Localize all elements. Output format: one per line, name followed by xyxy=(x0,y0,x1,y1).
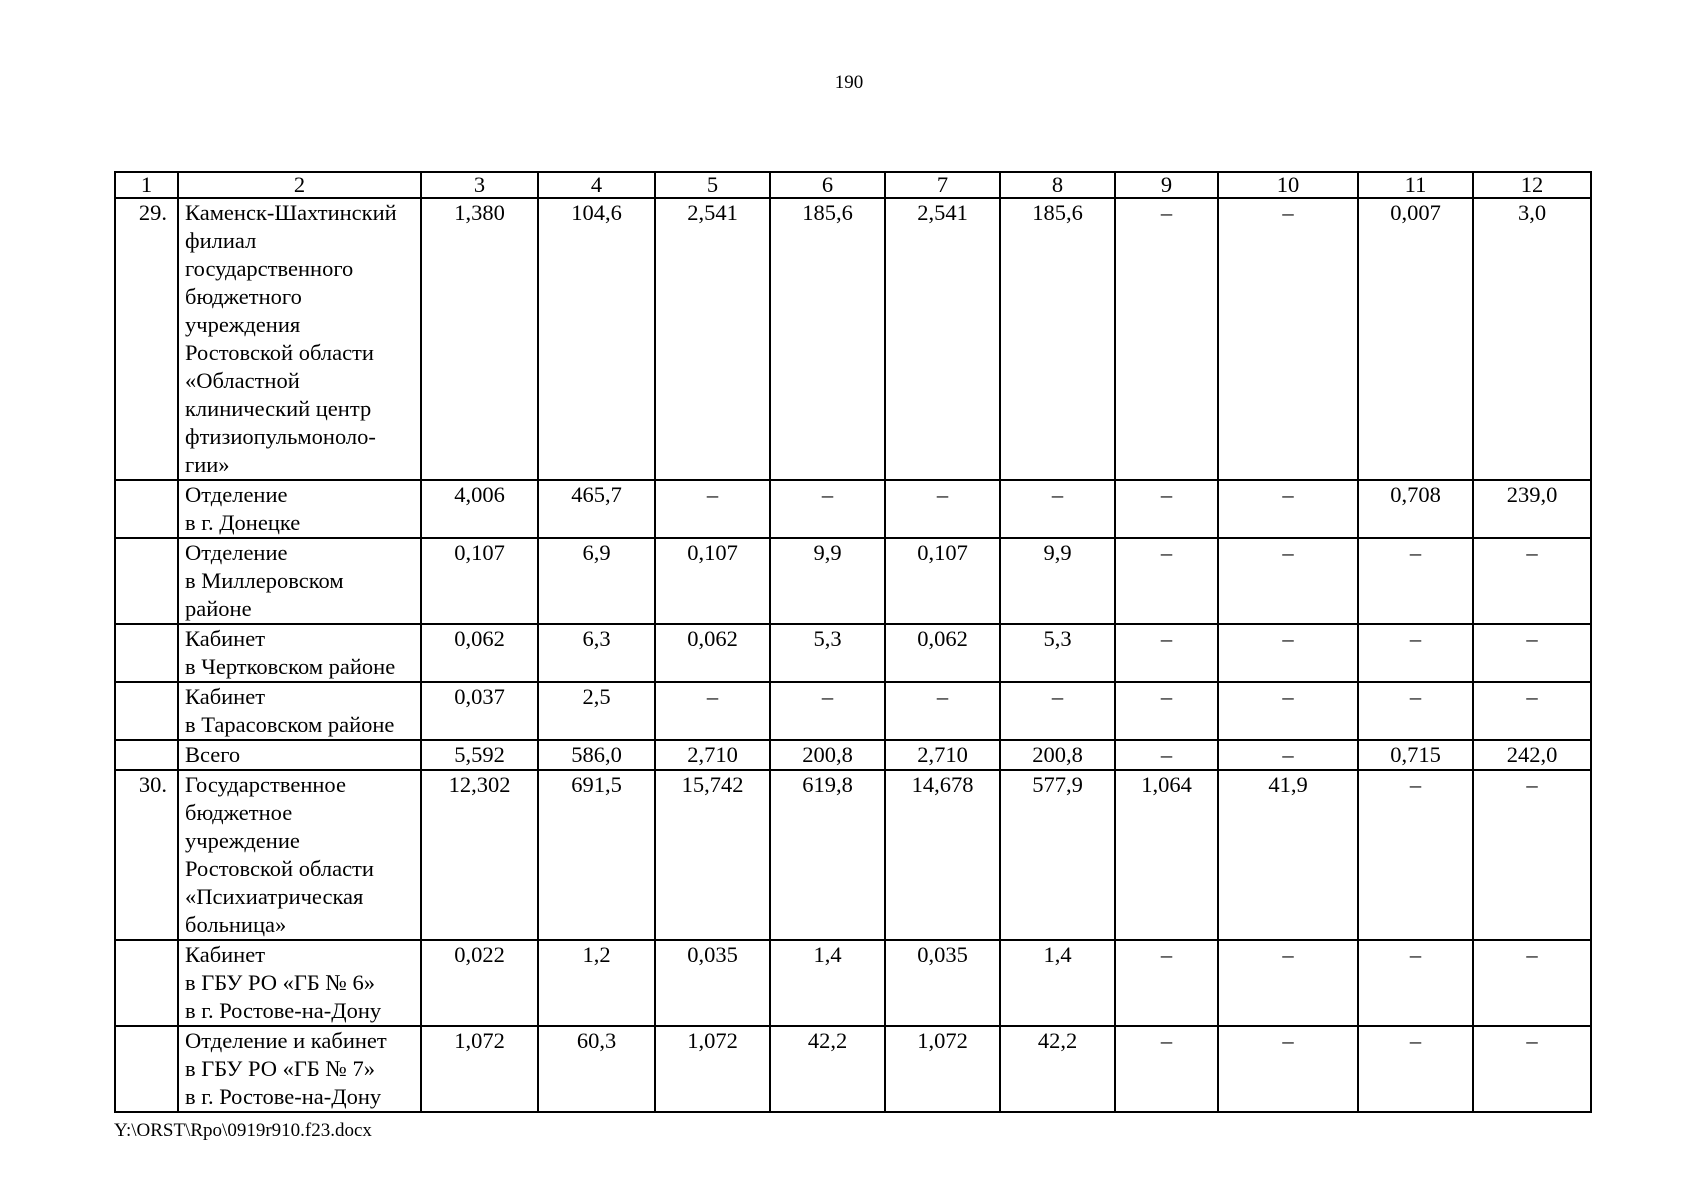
value-cell: 5,3 xyxy=(1000,624,1115,682)
value-cell: 4,006 xyxy=(421,480,538,538)
table-row xyxy=(115,1026,1591,1112)
column-header: 12 xyxy=(1473,172,1591,198)
data-table xyxy=(114,171,1592,1113)
value-cell: 691,5 xyxy=(538,770,655,940)
column-header: 11 xyxy=(1358,172,1473,198)
institution-name xyxy=(178,624,421,682)
value-cell: – xyxy=(885,682,1000,740)
value-cell: 2,710 xyxy=(655,740,770,770)
institution-name-line: «Психиатрическая xyxy=(185,884,364,909)
value-cell: 239,0 xyxy=(1473,480,1591,538)
value-cell: – xyxy=(1358,624,1473,682)
table-row xyxy=(115,940,1591,1026)
value-cell: – xyxy=(1218,1026,1358,1112)
value-cell: 1,4 xyxy=(770,940,885,1026)
value-cell: 41,9 xyxy=(1218,770,1358,940)
value-cell: – xyxy=(1218,682,1358,740)
row-number: 30. xyxy=(115,770,178,940)
institution-name-line: фтизиопульмоноло- xyxy=(185,424,376,449)
value-cell: – xyxy=(1473,538,1591,624)
institution-name-line: бюджетного xyxy=(185,284,302,309)
value-cell: 14,678 xyxy=(885,770,1000,940)
value-cell: 0,022 xyxy=(421,940,538,1026)
institution-name-line: Ростовской области xyxy=(185,856,374,881)
column-header: 6 xyxy=(770,172,885,198)
institution-name-line: в г. Ростове-на-Дону xyxy=(185,1084,382,1109)
institution-name-line: Отделение xyxy=(185,482,288,507)
value-cell: 185,6 xyxy=(770,198,885,480)
institution-name-line: в ГБУ РО «ГБ № 7» xyxy=(185,1056,375,1081)
column-header: 9 xyxy=(1115,172,1218,198)
table-row xyxy=(115,740,1591,770)
row-number xyxy=(115,940,178,1026)
value-cell: 0,062 xyxy=(421,624,538,682)
value-cell: – xyxy=(1115,682,1218,740)
institution-name-line: учреждение xyxy=(185,828,300,853)
value-cell: 0,708 xyxy=(1358,480,1473,538)
institution-name-line: клинический центр xyxy=(185,396,372,421)
institution-name xyxy=(178,770,421,940)
row-number xyxy=(115,624,178,682)
value-cell: 1,072 xyxy=(885,1026,1000,1112)
institution-name xyxy=(178,538,421,624)
value-cell: 0,037 xyxy=(421,682,538,740)
value-cell: 0,062 xyxy=(885,624,1000,682)
value-cell: – xyxy=(1358,1026,1473,1112)
institution-name-line: Государственное xyxy=(185,772,346,797)
institution-name xyxy=(178,198,421,480)
value-cell: – xyxy=(1218,480,1358,538)
value-cell: 0,107 xyxy=(421,538,538,624)
value-cell: – xyxy=(1358,770,1473,940)
row-number xyxy=(115,740,178,770)
value-cell: – xyxy=(1218,624,1358,682)
row-number xyxy=(115,480,178,538)
value-cell: – xyxy=(1473,940,1591,1026)
value-cell: 577,9 xyxy=(1000,770,1115,940)
value-cell: 60,3 xyxy=(538,1026,655,1112)
value-cell: – xyxy=(1473,624,1591,682)
institution-name-line: в г. Донецке xyxy=(185,510,301,535)
institution-name-line: Всего xyxy=(185,742,241,767)
value-cell: 586,0 xyxy=(538,740,655,770)
value-cell: 6,9 xyxy=(538,538,655,624)
value-cell: – xyxy=(770,480,885,538)
value-cell: – xyxy=(1358,538,1473,624)
value-cell: – xyxy=(1473,682,1591,740)
value-cell: – xyxy=(1218,198,1358,480)
value-cell: 9,9 xyxy=(770,538,885,624)
value-cell: – xyxy=(1115,1026,1218,1112)
value-cell: – xyxy=(1218,940,1358,1026)
value-cell: 3,0 xyxy=(1473,198,1591,480)
institution-name-line: в г. Ростове-на-Дону xyxy=(185,998,382,1023)
table-row xyxy=(115,480,1591,538)
table-header-row xyxy=(115,172,1591,198)
value-cell: 1,072 xyxy=(655,1026,770,1112)
value-cell: 42,2 xyxy=(770,1026,885,1112)
institution-name xyxy=(178,682,421,740)
value-cell: 0,035 xyxy=(885,940,1000,1026)
column-header: 8 xyxy=(1000,172,1115,198)
value-cell: 1,2 xyxy=(538,940,655,1026)
column-header: 3 xyxy=(421,172,538,198)
value-cell: – xyxy=(1115,940,1218,1026)
institution-name-line: учреждения xyxy=(185,312,301,337)
institution-name-line: Отделение и кабинет xyxy=(185,1028,387,1053)
institution-name-line: бюджетное xyxy=(185,800,293,825)
column-header: 4 xyxy=(538,172,655,198)
institution-name-line: филиал xyxy=(185,228,257,253)
value-cell: 5,3 xyxy=(770,624,885,682)
value-cell: 1,4 xyxy=(1000,940,1115,1026)
value-cell: – xyxy=(1358,940,1473,1026)
value-cell: 242,0 xyxy=(1473,740,1591,770)
value-cell: – xyxy=(885,480,1000,538)
institution-name-line: Ростовской области xyxy=(185,340,374,365)
table-row xyxy=(115,198,1591,480)
value-cell: 2,541 xyxy=(885,198,1000,480)
column-header: 7 xyxy=(885,172,1000,198)
value-cell: – xyxy=(1000,480,1115,538)
value-cell: 5,592 xyxy=(421,740,538,770)
institution-name-line: Кабинет xyxy=(185,684,266,709)
value-cell: – xyxy=(1000,682,1115,740)
row-number xyxy=(115,682,178,740)
value-cell: 1,072 xyxy=(421,1026,538,1112)
value-cell: – xyxy=(1218,538,1358,624)
institution-name-line: «Областной xyxy=(185,368,300,393)
institution-name xyxy=(178,480,421,538)
value-cell: 619,8 xyxy=(770,770,885,940)
institution-name-line: в Чертковском районе xyxy=(185,654,396,679)
column-header: 10 xyxy=(1218,172,1358,198)
value-cell: 200,8 xyxy=(1000,740,1115,770)
value-cell: 0,107 xyxy=(655,538,770,624)
institution-name-line: в ГБУ РО «ГБ № 6» xyxy=(185,970,375,995)
value-cell: 12,302 xyxy=(421,770,538,940)
institution-name-line: Каменск-Шахтинский xyxy=(185,200,397,225)
value-cell: – xyxy=(1115,538,1218,624)
value-cell: – xyxy=(770,682,885,740)
value-cell: 200,8 xyxy=(770,740,885,770)
column-header: 5 xyxy=(655,172,770,198)
institution-name-line: больница» xyxy=(185,912,287,937)
value-cell: 0,035 xyxy=(655,940,770,1026)
value-cell: – xyxy=(1115,480,1218,538)
value-cell: 1,380 xyxy=(421,198,538,480)
institution-name-line: районе xyxy=(185,596,252,621)
value-cell: 6,3 xyxy=(538,624,655,682)
institution-name-line: гии» xyxy=(185,452,230,477)
value-cell: 1,064 xyxy=(1115,770,1218,940)
value-cell: – xyxy=(1115,198,1218,480)
value-cell: – xyxy=(1358,682,1473,740)
column-header: 1 xyxy=(115,172,178,198)
value-cell: 0,007 xyxy=(1358,198,1473,480)
value-cell: – xyxy=(655,480,770,538)
page-number: 190 xyxy=(834,72,864,93)
value-cell: – xyxy=(1218,740,1358,770)
value-cell: – xyxy=(655,682,770,740)
value-cell: 0,715 xyxy=(1358,740,1473,770)
value-cell: 465,7 xyxy=(538,480,655,538)
table-row xyxy=(115,770,1591,940)
table-row xyxy=(115,538,1591,624)
row-number: 29. xyxy=(115,198,178,480)
institution-name-line: Кабинет xyxy=(185,626,266,651)
table-row xyxy=(115,624,1591,682)
institution-name-line: государственного xyxy=(185,256,354,281)
row-number xyxy=(115,1026,178,1112)
value-cell: 9,9 xyxy=(1000,538,1115,624)
column-header: 2 xyxy=(178,172,421,198)
value-cell: 42,2 xyxy=(1000,1026,1115,1112)
institution-name xyxy=(178,740,421,770)
value-cell: – xyxy=(1115,624,1218,682)
row-number xyxy=(115,538,178,624)
value-cell: 2,541 xyxy=(655,198,770,480)
value-cell: 185,6 xyxy=(1000,198,1115,480)
institution-name xyxy=(178,1026,421,1112)
value-cell: 15,742 xyxy=(655,770,770,940)
institution-name-line: Кабинет xyxy=(185,942,266,967)
value-cell: 0,107 xyxy=(885,538,1000,624)
value-cell: 104,6 xyxy=(538,198,655,480)
file-path-footer: Y:\ORST\Rpo\0919r910.f23.docx xyxy=(114,1120,372,1141)
table-row xyxy=(115,682,1591,740)
value-cell: 2,710 xyxy=(885,740,1000,770)
value-cell: 2,5 xyxy=(538,682,655,740)
institution-name xyxy=(178,940,421,1026)
value-cell: – xyxy=(1473,1026,1591,1112)
value-cell: – xyxy=(1115,740,1218,770)
institution-name-line: в Миллеровском xyxy=(185,568,344,593)
institution-name-line: в Тарасовском районе xyxy=(185,712,395,737)
value-cell: – xyxy=(1473,770,1591,940)
value-cell: 0,062 xyxy=(655,624,770,682)
institution-name-line: Отделение xyxy=(185,540,288,565)
